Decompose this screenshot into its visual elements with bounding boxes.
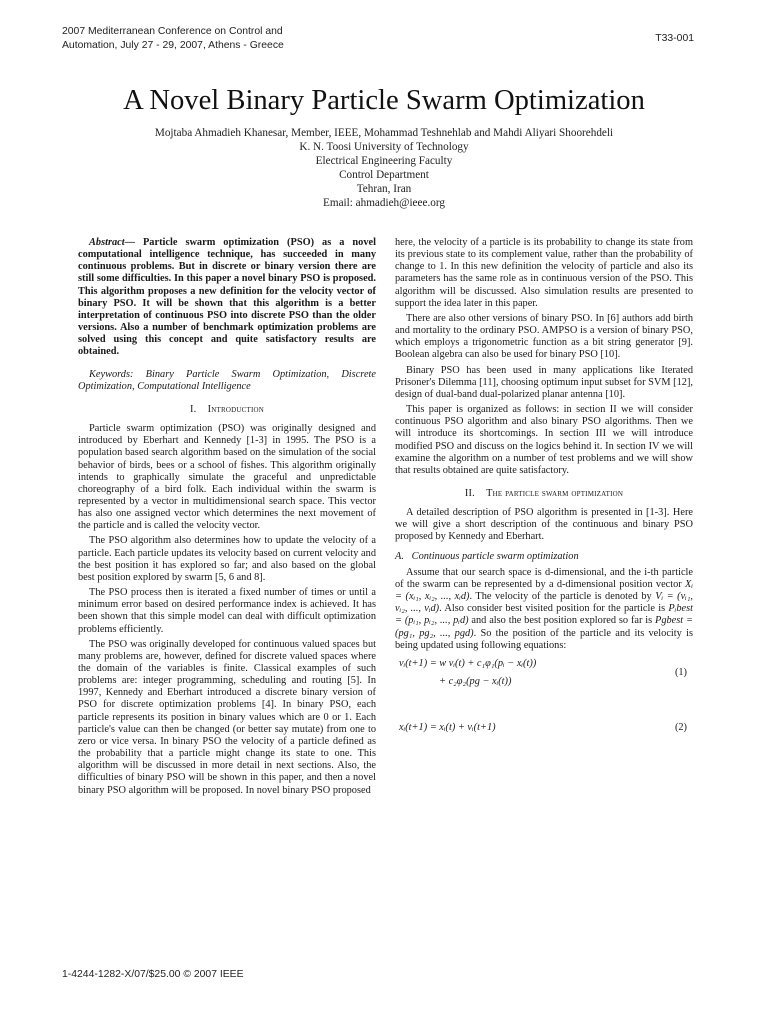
equation-2-line-1: xᵢ(t+1) = xᵢ(t) + vᵢ(t+1) [399,721,496,733]
conference-header [62,25,284,52]
position-vector: Xᵢ = (xᵢ₁, xᵢ₂, ..., xᵢd) [395,578,693,603]
abstract [78,237,376,359]
global-best-vector: Pgbest = (pg₁, pg₂, ..., pgd) [395,615,693,639]
equation-1 [395,658,693,696]
subsection-a-title: Continuous particle swarm optimization [411,550,579,562]
intro-paragraph-6: There are also other versions of binary PSO. In [6] authors add birth and mortality to the ordinary PSO. AMPSO is a version of binary PSO, which employs a trigonometric function as a bit string generator [9]. Boolean algebra can also be used for binary PSO [10]. [395,312,693,361]
equation-1-line-1: vᵢ(t+1) = w vᵢ(t) + c₁φ₁(pᵢ − xᵢ(t)) [399,657,537,669]
abstract-text: Particle swarm optimization (PSO) as a novel computational intelligence technique, has succeeded in many continuous problems. But in discrete or binary version there are still some difficulties. In this paper a novel binary PSO is proposed. This algorithm proposes a new definition for the velocity vector of binary PSO. It will be shown that this algorithm is a better interpretation of continuous PSO into discrete PSO than the older versions. Also a number of benchmark optimization problems are solved using this concept and quite satisfactory results are obtained. [78,237,376,358]
conference-line-2: Automation, July 27 - 29, 2007, Athens - Greece [62,39,284,51]
intro-paragraph-3: The PSO process then is iterated a fixed number of times or until a minimum error based on desired performance index is achieved. It has been shown that this simple model can deal with difficult optimization problems efficiently. [78,587,376,635]
section-2-title: The particle swarm optimization [486,487,624,499]
pso-paragraph-1: A detailed description of PSO algorithm is presented in [1-3]. Here we will give a short description of the continuous and binary PSO proposed by Kennedy and Eberhart. [395,507,693,543]
affiliation-location: Tehran, Iran [356,183,412,196]
intro-paragraph-5: here, the velocity of a particle is its probability to change its state from its previous state to its complement value, rather than the probability of change to 1. In this new definition the velocity of particle and also its parameters has the same role as in continuous version of the PSO. This algorithm will be discussed. Also simulation results are presented to support the idea later in this paper. [395,237,693,309]
intro-paragraph-7: Binary PSO has been used in many applications like Iterated Prisoner's Dilemma [11], choosing optimum input subset for SVM [12], design of dual-band dual-polarized planar antenna [10]. [395,364,693,400]
intro-paragraph-1: Particle swarm optimization (PSO) was originally designed and introduced by Eberhart and Kennedy [1-3] in 1995. The PSO is a population based search algorithm based on the simulation of the social behavior of birds, bees or a school of fishes. This algorithm originally intends to graphically simulate the graceful and unpredictable choreography of a bird folk. Each individual within the swarm is represented by a vector in multidimensional search space. This vector has also one assigned vector which determines the next movement of the particle and is called the velocity vector. [78,423,376,532]
affiliation-university: K. N. Toosi University of Technology [299,141,469,154]
section-2-heading [395,488,693,500]
section-2-number: II. [464,487,475,499]
author-email: Email: ahmadieh@ieee.org [323,197,445,210]
subsection-a-label: A. [395,550,404,562]
paper-title: A Novel Binary Particle Swarm Optimization [123,85,645,116]
equation-1-number: (1) [674,666,687,678]
copyright-footer: 1-4244-1282-X/07/$25.00 © 2007 IEEE [62,969,244,980]
author-names: Mojtaba Ahmadieh Khanesar, Member, IEEE, Mohammad Teshnehlab and Mahdi Aliyari Shoorehdeli [154,127,614,139]
pso-paragraph-2 [395,567,693,652]
conference-line-1: 2007 Mediterranean Conference on Control and [62,26,283,37]
author-block [0,126,768,211]
intro-paragraph-8: This paper is organized as follows: in section II we will consider continuous PSO algorithm and also binary PSO algorithms. Then we will introduce its shortcomings. In section III we will introduce modified PSO and discuss on the logics behind it. In section IV we will examine the algorithm on a number of test problems and we will show that results obtained are quite satisfactory. [395,404,693,476]
intro-paragraph-2: The PSO algorithm also determines how to update the velocity of a particle. Each particle updates its velocity based on current velocity and the best position it has explored so far; and also based on the global best position explored by swarm [5, 6 and 8]. [78,535,376,583]
abstract-label: Abstract [89,237,125,248]
equation-2-number: (2) [674,721,687,733]
subsection-a-heading [395,551,693,563]
affiliation-faculty: Electrical Engineering Faculty [315,155,453,168]
section-1-heading [78,404,376,416]
right-column [395,237,693,742]
section-1-title: Introduction [207,403,264,415]
intro-paragraph-4: The PSO was originally developed for continuous valued spaces but many problems are, however, defined for discrete valued spaces where the domain of the variables is finite. Classical examples of such problems are: integer programming, scheduling and routing [5]. In 1997, Kennedy and Eberhart introduced a discrete binary version of PSO for discrete optimization problems [4]. In binary PSO, each particle represents its position in binary values which are 0 or 1. Each particle's value can then be changed (or better say mutate) from one to zero or vice versa. In binary PSO the velocity of a particle defined as the probability that a particle might change its state to one. This algorithm will be discussed in more detail in next sections. Also, the difficulties of binary PSO will be shown in this paper, and then a novel binary PSO algorithm will be proposed. In novel binary PSO proposed [78,638,376,796]
affiliation-department: Control Department [339,169,429,182]
pso-text-e: . So the position of the particle and its velocity is being updated using following equations: [395,627,693,651]
pso-text-c: . Also consider best visited position for the particle is [439,603,669,615]
keywords: Keywords: Binary Particle Swarm Optimization, Discrete Optimization, Computational Intelligence [78,368,376,392]
paper-id: T33-001 [655,33,694,44]
left-column [78,237,376,800]
pso-text-d: and also the best position explored so far is [468,615,656,627]
equation-1-line-2: + c₂φ₂(pg − xᵢ(t)) [439,675,512,687]
personal-best-vector: Pᵢbest = (pᵢ₁, pᵢ₂, ..., pᵢd) [395,603,693,627]
section-1-number: I. [190,403,197,415]
pso-text-a: Assume that our search space is d-dimensional, and the i-th particle of the swarm can be represented by a d-dimensional position vector [395,566,693,590]
velocity-vector: Vᵢ = (vᵢ₁, vᵢ₂, ..., vᵢd) [395,591,694,615]
equation-2 [395,722,693,742]
pso-text-b: . The velocity of the particle is denoted by [469,591,656,603]
abstract-dash: — [124,237,143,248]
